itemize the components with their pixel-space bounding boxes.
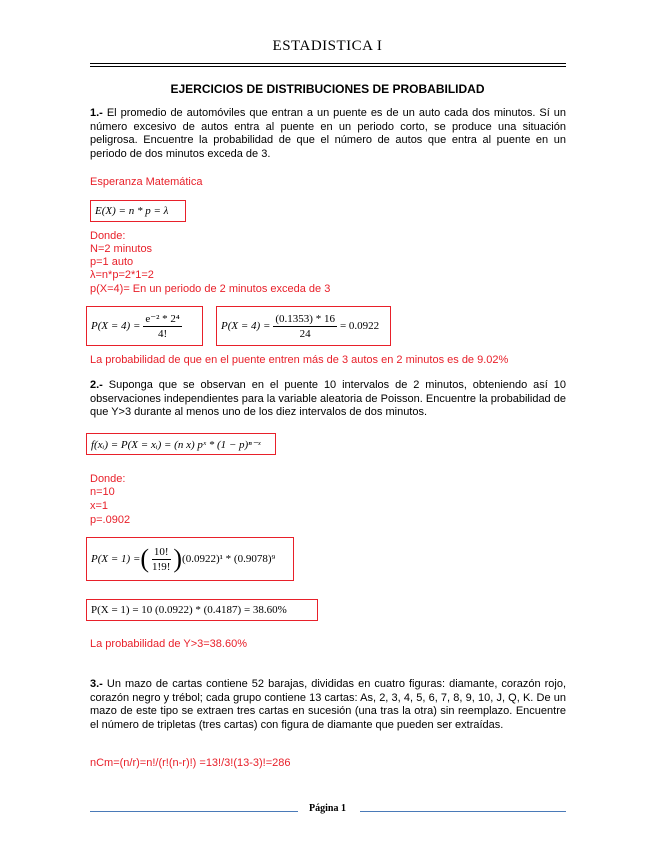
exercise-1-donde-0: Donde: [90, 230, 126, 242]
exercise-2-donde-3: p=.0902 [90, 514, 131, 526]
left-paren: ( [140, 544, 150, 573]
formula-d-text: P(X = 1) = 10 (0.0922) * (0.4187) = 38.60% [91, 604, 287, 616]
poisson-formula-a [86, 306, 203, 346]
header-title: ESTADISTICA I [272, 38, 383, 54]
formula-b-numerator: (0.1353) * 16 [275, 312, 335, 325]
right-paren: ) [173, 544, 183, 573]
exercise-2-statement [90, 379, 566, 420]
exercise-1-text: El promedio de automóviles que entran a un puente es de un auto cada dos minutos. Sí un número excesivo de autos entra al puente en un periodo corto, se produce una situación peligrosa. Encuentre la probabilidad de que el número de autos que entra al puente en un periodo de dos minutos exceda de 3. [90, 107, 566, 160]
exercise-3-text: Un mazo de cartas contiene 52 barajas, divididas en cuatro figuras: diamante, corazón rojo, corazón negro y trébol; cada grupo contiene 13 cartas: As, 2, 3, 4, 5, 6, 7, 8, 9, 10, J, Q, K. De un mazo de este tipo se extraen tres cartas en sucesión (una tras la otra) sin reemplazo. Encuentre el número de tripletas (tres cartas) con figura de diamante que pueden ser extraídas. [90, 678, 566, 731]
formula-b-denominator: 24 [299, 327, 311, 340]
exercise-1-donde-2: p=1 auto [90, 256, 134, 268]
exercise-2-donde-2: x=1 [90, 500, 109, 512]
exercise-2-text: Suponga que se observan en el puente 10 intervalos de 2 minutos, obteniendo así 10 observaciones independientes para la variable aleatoria de Poisson. Encuentre la probabilidad de que Y>3 durante al menos uno de los diez intervalos de dos minutos. [90, 379, 566, 418]
formula-b-fraction [273, 313, 337, 340]
exercise-1-number: 1.- [90, 107, 103, 119]
formula-b-lhs: P(X = 4) = [221, 320, 271, 332]
exercise-2-donde-1: n=10 [90, 486, 115, 498]
exercise-1-donde-4: p(X=4)= En un periodo de 2 minutos exceda de 3 [90, 283, 331, 295]
formula-c-rhs: (0.0922)¹ * (0.9078)⁹ [182, 553, 276, 565]
binomial-formula-d [86, 599, 318, 621]
page-number: Página 1 [309, 803, 346, 814]
binomial-general-formula-text: f(xᵢ) = P(X = xᵢ) = (n x) pˣ * (1 − p)ⁿ⁻ˣ [91, 438, 261, 451]
exercise-1-statement [90, 107, 566, 161]
document-title: EJERCICIOS DE DISTRIBUCIONES DE PROBABILIDAD [170, 82, 485, 96]
formula-c-fraction [150, 546, 172, 573]
exercise-2-number: 2.- [90, 379, 103, 391]
formula-b-result: = 0.0922 [339, 320, 380, 332]
exercise-3-formula: nCm=(n/r)=n!/(r!(n-r)!) =13!/3!(13-3)!=286 [90, 757, 291, 769]
formula-a-fraction [143, 313, 181, 340]
binomial-general-formula [86, 433, 276, 455]
formula-a-numerator: e⁻² * 2⁴ [145, 312, 180, 325]
exercise-2-conclusion: La probabilidad de Y>3=38.60% [90, 638, 247, 650]
exercise-1-donde-3: λ=n*p=2*1=2 [90, 269, 154, 281]
exercise-1-section-label: Esperanza Matemática [90, 176, 203, 188]
expectation-formula-text: E(X) = n * p = λ [95, 205, 169, 217]
poisson-formula-b [216, 306, 391, 346]
exercise-1-conclusion: La probabilidad de que en el puente entren más de 3 autos en 2 minutos es de 9.02% [90, 354, 509, 366]
expectation-formula [90, 200, 186, 222]
formula-a-denominator: 4! [157, 327, 168, 340]
header-rule [90, 63, 566, 64]
binomial-formula-c [86, 537, 294, 581]
formula-c-denominator: 1!9! [152, 560, 171, 573]
exercise-3-statement [90, 678, 566, 732]
header-rule-thin [90, 66, 566, 67]
exercise-2-donde-0: Donde: [90, 473, 126, 485]
exercise-1-donde-1: N=2 minutos [90, 243, 153, 255]
formula-c-numerator: 10! [153, 545, 169, 558]
formula-c-lhs: P(X = 1) = [91, 553, 141, 565]
formula-a-lhs: P(X = 4) = [91, 320, 141, 332]
exercise-3-number: 3.- [90, 678, 103, 690]
